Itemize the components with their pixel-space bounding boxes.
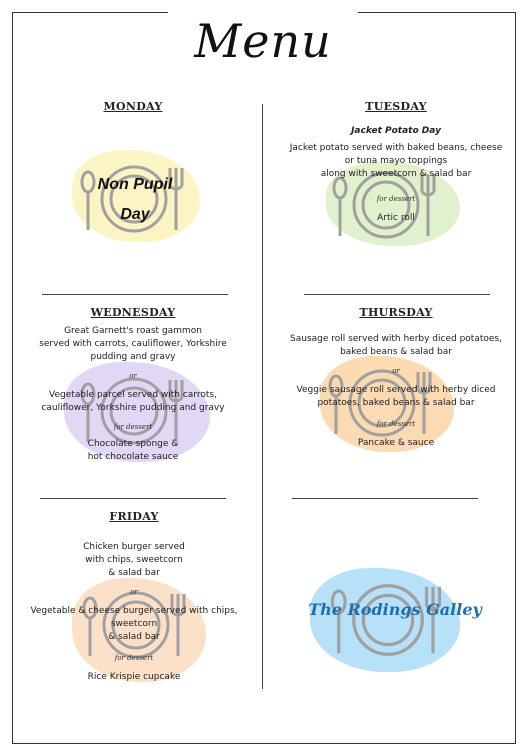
non-pupil-line1: Non Pupil <box>97 176 173 193</box>
day-heading-monday: MONDAY <box>103 100 163 113</box>
dessert-item: hot chocolate sauce <box>87 452 179 462</box>
menu-line: along with sweetcorn & salad bar <box>320 169 472 179</box>
tuesday-section <box>282 100 510 225</box>
tuesday-subtitle: Jacket Potato Day <box>351 126 441 136</box>
menu-line: Sausage roll served with herby diced potatoes, <box>290 334 502 344</box>
center-divider <box>262 104 263 689</box>
brand-logo-text: The Rodings Galley <box>308 600 482 619</box>
menu-line: Vegetable & cheese burger served with chips, <box>30 606 238 616</box>
menu-line: Great Garnett's roast gammon <box>64 326 202 336</box>
menu-line: pudding and gravy <box>90 352 176 362</box>
or-label: or <box>130 588 138 596</box>
dessert-label: for dessert <box>114 654 154 662</box>
dessert-item: Rice Krispie cupcake <box>87 672 181 682</box>
menu-line: Vegetable parcel served with carrots, <box>49 390 217 400</box>
menu-line: with chips, sweetcorn <box>85 555 183 565</box>
dessert-item: Chocolate sponge & <box>87 439 179 449</box>
divider-left-2 <box>40 498 226 499</box>
menu-line: sweetcorn <box>110 619 158 629</box>
menu-line: Jacket potato served with baked beans, cheese <box>289 143 503 153</box>
divider-left-1 <box>42 294 228 295</box>
menu-line: Veggie sausage roll served with herby diced <box>296 385 496 395</box>
dessert-label: for dessert <box>113 423 153 431</box>
dessert-item: Pancake & sauce <box>357 438 435 448</box>
menu-line: & salad bar <box>108 568 160 578</box>
page-title: Menu <box>194 14 332 68</box>
menu-line: or tuna mayo toppings <box>344 156 448 166</box>
menu-line: & salad bar <box>108 632 160 642</box>
menu-line: Chicken burger served <box>83 542 185 552</box>
or-label: or <box>392 367 400 375</box>
day-heading-tuesday: TUESDAY <box>365 100 427 113</box>
day-heading-thursday: THURSDAY <box>359 306 433 319</box>
menu-line: potatoes, baked beans & salad bar <box>317 398 475 408</box>
or-label: or <box>129 372 137 380</box>
thursday-section <box>282 306 510 450</box>
plate-cutlery-icon <box>328 578 448 662</box>
day-heading-friday: FRIDAY <box>109 510 159 523</box>
friday-section <box>24 510 244 684</box>
dessert-item: Artic roll <box>377 213 415 223</box>
wednesday-section <box>30 306 236 464</box>
non-pupil-line2: Day <box>120 206 150 223</box>
monday-section <box>40 100 226 119</box>
divider-right-2 <box>292 498 478 499</box>
day-heading-wednesday: WEDNESDAY <box>90 306 176 319</box>
menu-line: cauliflower, Yorkshire pudding and gravy <box>41 403 225 413</box>
non-pupil-day-label <box>80 170 190 230</box>
menu-line: served with carrots, cauliflower, Yorkshire <box>39 339 227 349</box>
menu-line: baked beans & salad bar <box>340 347 452 357</box>
dessert-label: for dessert <box>376 195 416 203</box>
divider-right-1 <box>304 294 490 295</box>
dessert-label: for dessert <box>376 420 416 428</box>
